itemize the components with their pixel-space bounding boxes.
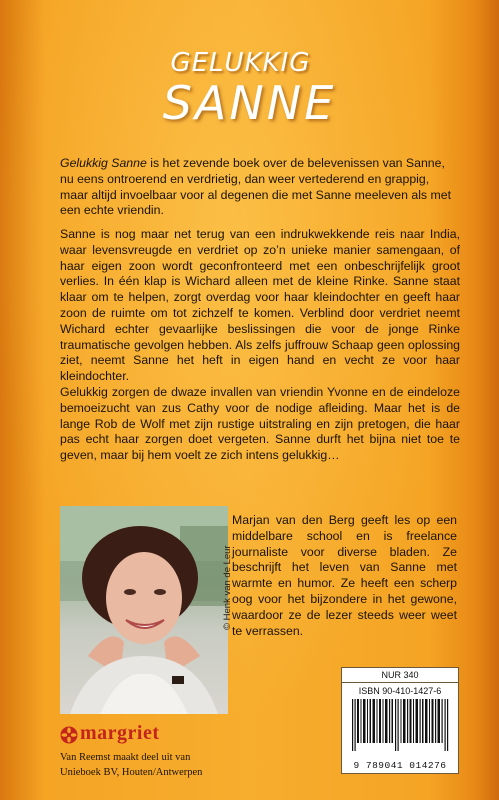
publisher-note (60, 750, 260, 780)
blurb-paragraph-1-text: is het zevende boek over de belevenissen van Sanne, nu eens ontroerend en verdrietig, dan weer vertederend en grappig, maar altijd invoelbaar voor al degenen die met Sanne meeleven als met een echte vriendin. (60, 156, 451, 218)
publisher-line-1: Van Reemst maakt deel uit van (60, 752, 191, 763)
blurb-book-title: Gelukkig Sanne (60, 156, 147, 170)
barcode-icon (350, 699, 450, 755)
title-line-1: GELUKKIG (170, 48, 311, 78)
logo-text: margriet (80, 722, 160, 744)
blurb-paragraph-2-3 (60, 227, 460, 464)
photo-credit: © Henk van de Leur (222, 545, 233, 630)
blurb-paragraph-1 (60, 156, 460, 219)
title-line-2: SANNE (162, 76, 337, 130)
author-bio: Marjan van den Berg geeft les op een middelbare school en is freelance journaliste voor diverse bladen. Ze beschrijft het leven van Sanne met warmte en humor. Ze heeft een scherp oog voor het bijzondere in het gewone, waardoor ze de lezer steeds weer weet te verrassen. (232, 513, 457, 638)
isbn-label: ISBN 90-410-1427-6 (358, 686, 442, 696)
publisher-line-2: Unieboek BV, Houten/Antwerpen (60, 767, 203, 778)
blurb-paragraph-2: Sanne is nog maar net terug van een indrukwekkende reis naar India, waar levensvreugde en verdriet op zo’n unieke manier samengaan, of haar eigen zoon wordt geconfronteerd met een onbeschrijfelijk groot verlies. In één klap is Wichard alleen met de kleine Rinke. Sanne staat klaar om te helpen, zorgt overdag voor haar kleindochter en geeft haar zoon de ruimte om tot zichzelf te komen. Verblind door verdriet neemt Wichard echter gevaarlijke beslissingen die voor de jonge Rinke traumatische gevolgen hebben. Als zelfs juffrouw Schaap geen oplossing ziet, neemt Sanne het heft in eigen hand en vecht ze voor haar kleindochter. (60, 227, 460, 384)
barcode-number: 9 789041 014276 (353, 760, 447, 771)
author-photo (60, 506, 228, 714)
publisher-logo (60, 722, 200, 748)
nur-code: NUR 340 (341, 667, 459, 683)
flower-icon (60, 726, 78, 744)
author-portrait-image (60, 506, 228, 714)
blurb-paragraph-3: Gelukkig zorgen de dwaze invallen van vriendin Yvonne en de eindeloze bemoeizucht van zus Cathy voor de nodige afleiding. Maar het is de lange Rob de Wolf met zijn rustige uitstraling en zijn pretogen, die haar pas echt haar zorgen doet vergeten. Sanne durft het bijna niet toe te geven, maar bij hem voelt ze zich intens gelukkig… (60, 384, 460, 463)
book-title (0, 48, 499, 128)
barcode-box (341, 682, 459, 774)
